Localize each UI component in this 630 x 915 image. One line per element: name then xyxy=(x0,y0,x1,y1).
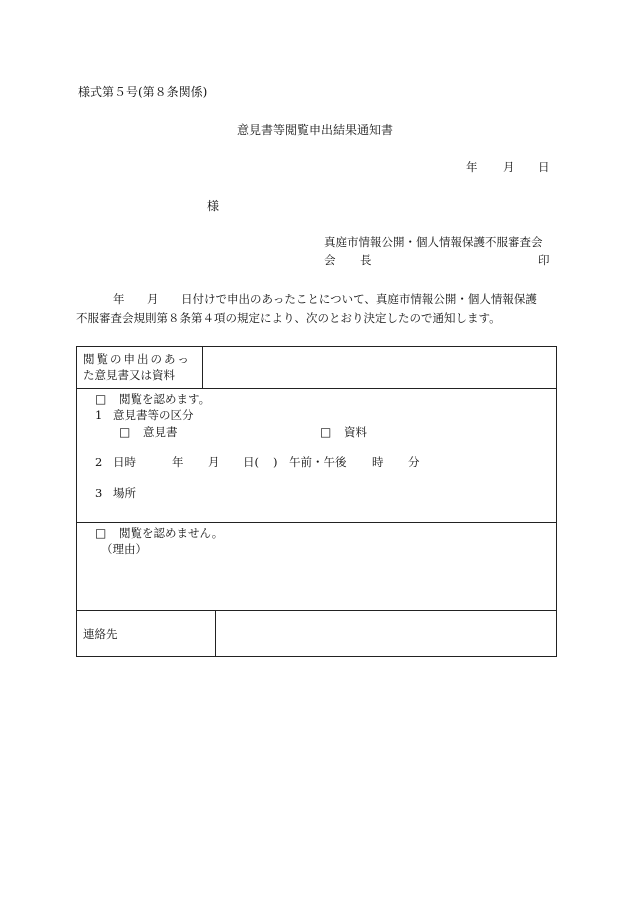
approve-label: 閲覧を認めます。 xyxy=(119,392,211,406)
approve-checkbox[interactable]: □ xyxy=(95,392,107,406)
deny-reason-label: （理由） xyxy=(101,542,147,556)
document-title: 意見書等閲覧申出結果通知書 xyxy=(237,123,394,137)
deny-label: 閲覧を認めません。 xyxy=(119,526,224,540)
item2-minute: 分 xyxy=(408,455,420,469)
body-line1: 日付けで申出のあったことについて、真庭市情報公開・個人情報保護 xyxy=(181,292,537,306)
item3-number: 3 xyxy=(95,486,103,500)
date-month: 月 xyxy=(503,160,515,174)
item2-ampm: 午前・午後 xyxy=(289,455,347,469)
item2-hour: 時 xyxy=(372,455,384,469)
item3-label: 場所 xyxy=(113,486,136,500)
table-divider-3 xyxy=(77,610,556,611)
item2-label: 日時 xyxy=(113,455,136,469)
seal-mark: 印 xyxy=(538,253,550,267)
contact-label: 連絡先 xyxy=(83,627,118,641)
shiryo-checkbox[interactable]: □ xyxy=(320,425,332,439)
contact-column-divider xyxy=(215,610,216,657)
row1-label-line2: た意見書又は資料 xyxy=(83,368,175,382)
date-year: 年 xyxy=(466,160,478,174)
body-line2: 不服審査会規則第８条第４項の規定により、次のとおり決定したので通知します。 xyxy=(76,311,501,325)
item1-number: 1 xyxy=(95,408,103,422)
item2-number: 2 xyxy=(95,455,103,469)
row1-label-line1: 閲覧の申出のあっ xyxy=(83,352,191,366)
table-divider-1 xyxy=(77,388,556,389)
sender-title-kai: 会 xyxy=(324,253,336,267)
date-day: 日 xyxy=(538,160,550,174)
sender-organization: 真庭市情報公開・個人情報保護不服審査会 xyxy=(324,235,543,249)
table-divider-2 xyxy=(77,522,556,523)
ikensho-label: 意見書 xyxy=(143,425,178,439)
form-number: 様式第５号(第８条関係) xyxy=(78,85,208,99)
deny-checkbox[interactable]: □ xyxy=(95,526,107,540)
item2-day: 日( xyxy=(243,455,259,469)
sender-title-cho: 長 xyxy=(360,253,372,267)
item2-month: 月 xyxy=(208,455,220,469)
shiryo-label: 資料 xyxy=(344,425,367,439)
ikensho-checkbox[interactable]: □ xyxy=(119,425,131,439)
item1-label: 意見書等の区分 xyxy=(113,408,194,422)
result-table xyxy=(76,346,557,657)
addressee-honorific: 様 xyxy=(207,199,220,213)
row1-column-divider xyxy=(202,347,203,388)
item2-paren-close: ) xyxy=(273,455,278,469)
body-month: 月 xyxy=(147,292,159,306)
body-year: 年 xyxy=(113,292,125,306)
item2-year: 年 xyxy=(172,455,184,469)
